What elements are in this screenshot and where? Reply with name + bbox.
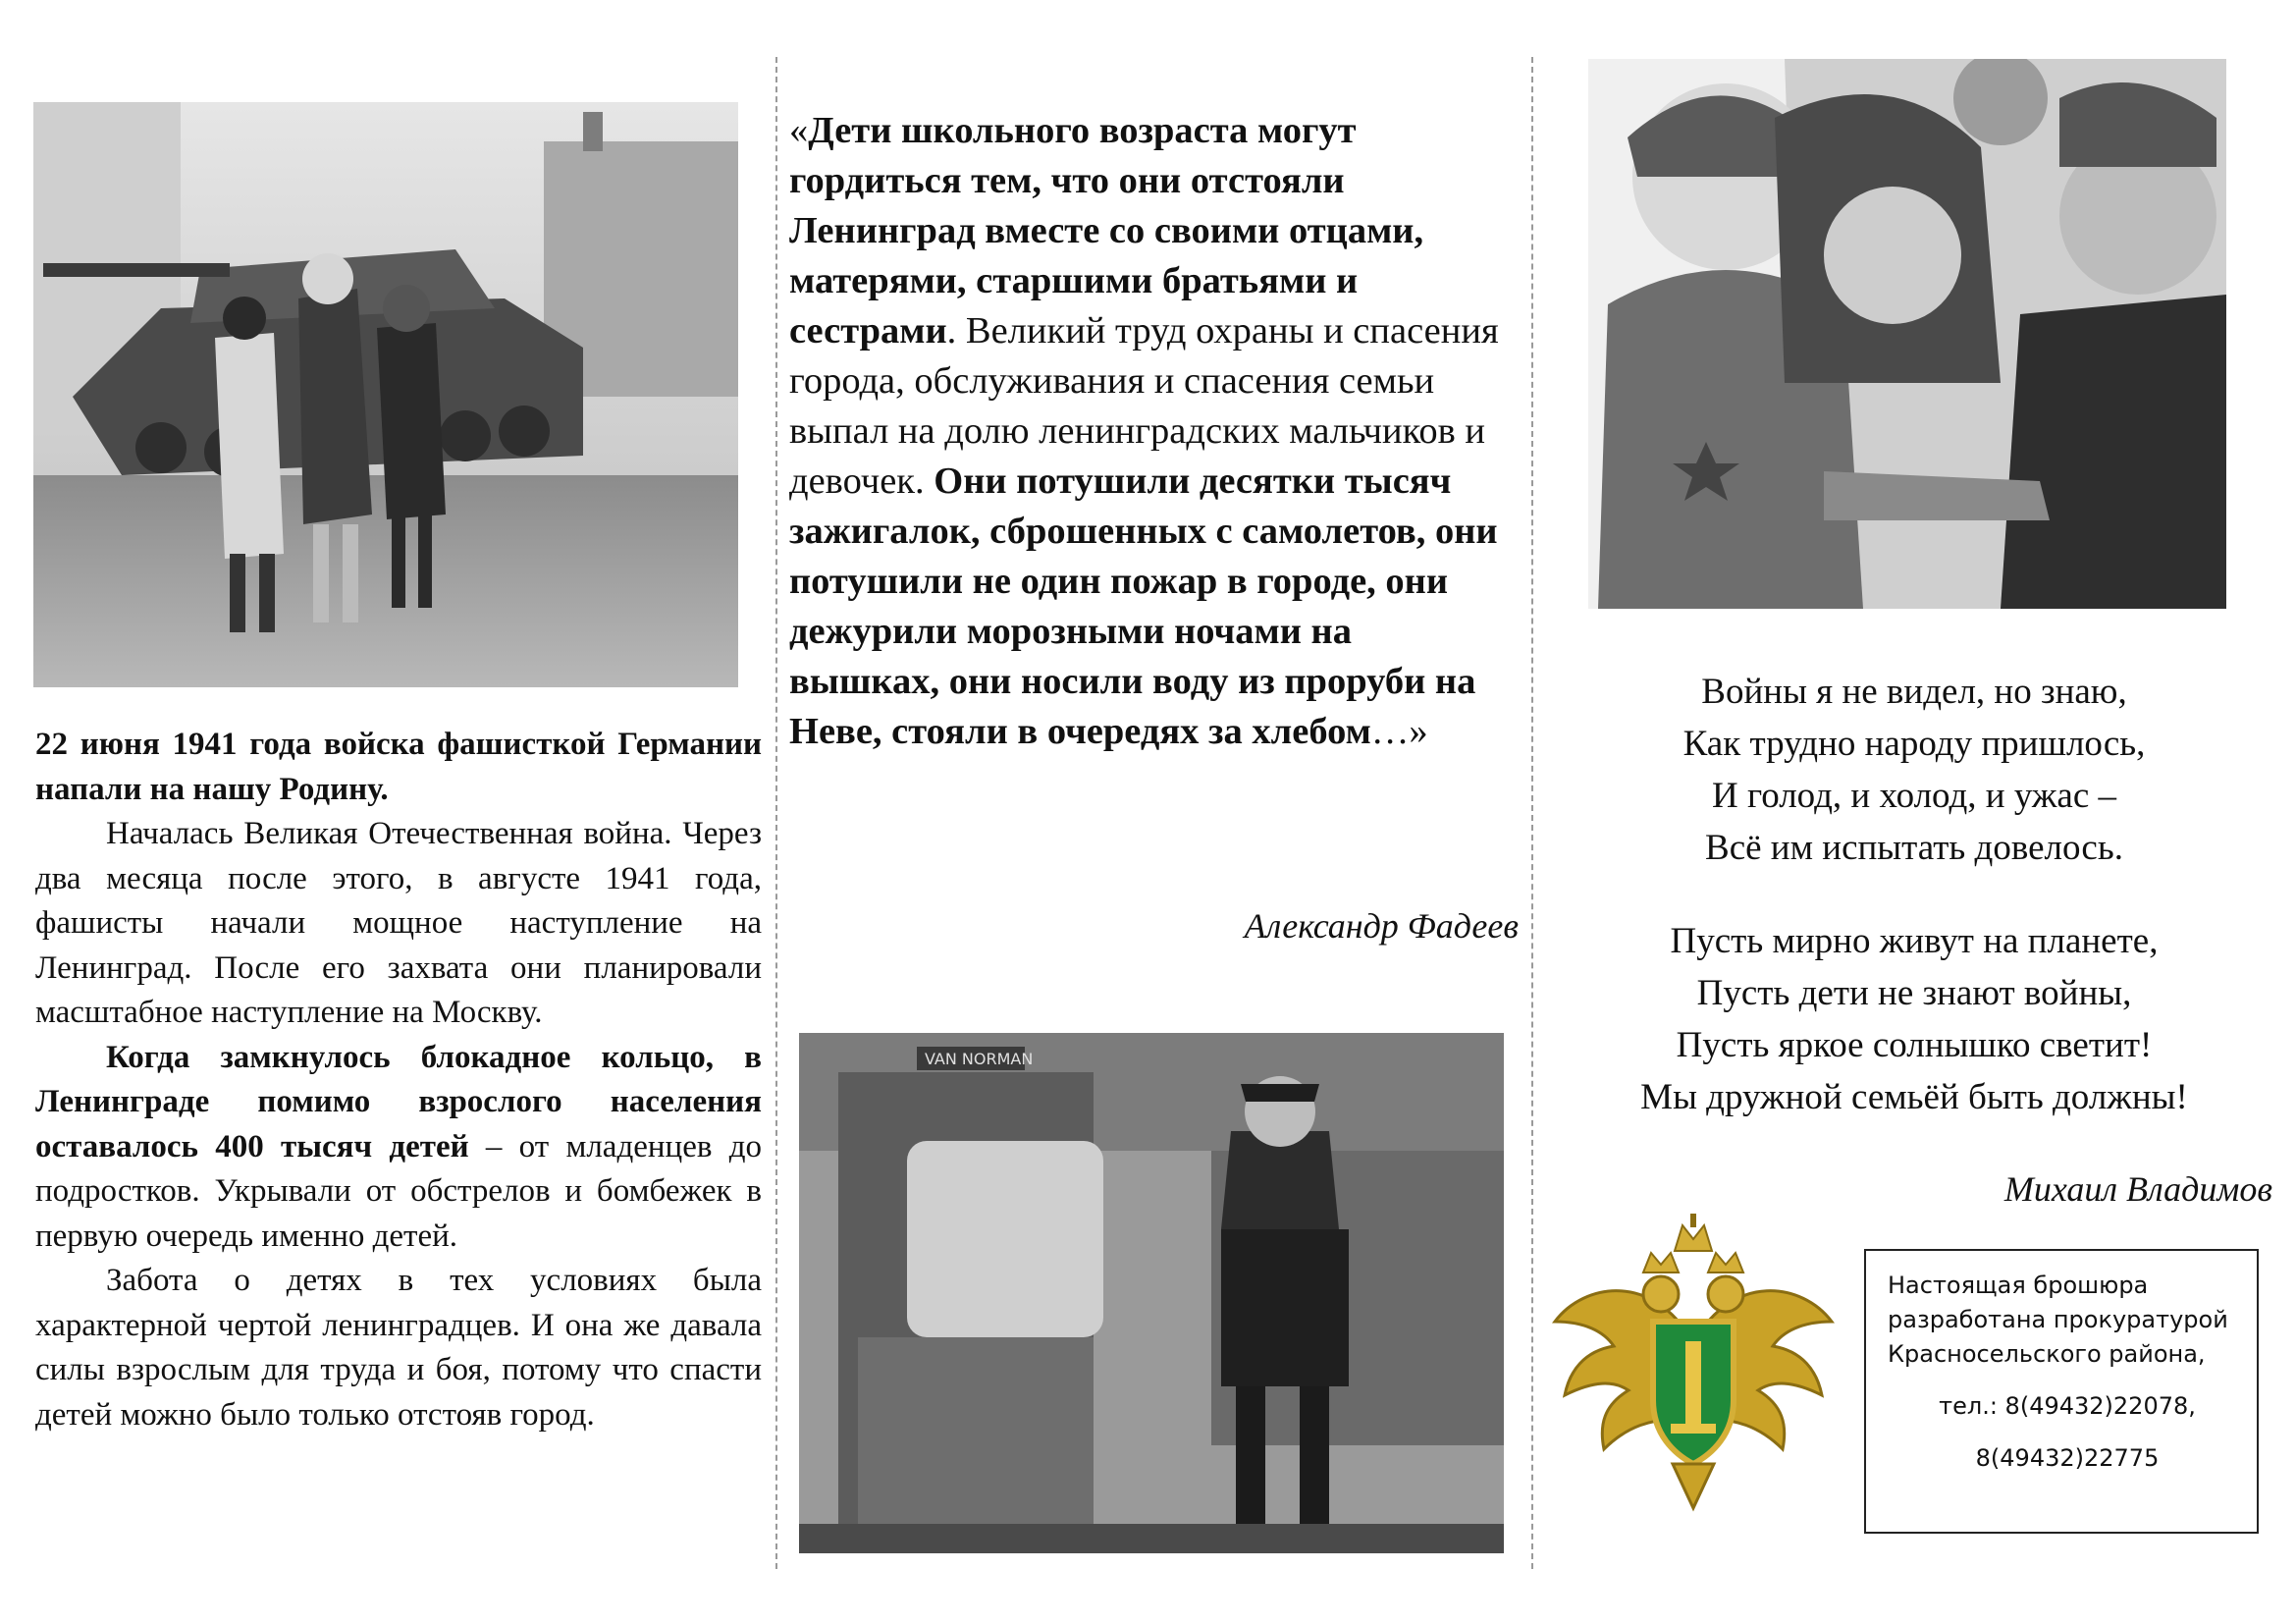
- poem-line: Мы дружной семьёй быть должны!: [1640, 1077, 2188, 1117]
- paragraph-3: Забота о детях в тех условиях была характерной чертой ленинградцев. И она же давала силы взрослым для труда и боя, потому что спасти детей можно было только отстояв город.: [35, 1263, 762, 1433]
- poem-line: И голод, и холод, и ужас –: [1711, 776, 2117, 816]
- poem-line: Войны я не видел, но знаю,: [1701, 672, 2127, 712]
- poem-line: Пусть мирно живут на планете,: [1670, 921, 2159, 961]
- photo-children-tank: [33, 102, 738, 687]
- lead-paragraph: 22 июня 1941 года войска фашисткой Германии напали на нашу Родину.: [35, 727, 762, 807]
- poem-line: Пусть яркое солнышко светит!: [1676, 1025, 2153, 1065]
- photo-boy-machine: [799, 1033, 1504, 1553]
- info-line-1: Настоящая брошюра: [1888, 1272, 2149, 1299]
- poem-line: Как трудно народу пришлось,: [1682, 724, 2146, 764]
- column-divider-left: [775, 57, 777, 1569]
- info-phone-1: тел.: 8(49432)22078,: [1939, 1392, 2196, 1420]
- info-box: [1864, 1249, 2259, 1534]
- poem-stanza-2: [1551, 915, 2277, 1123]
- svg-text:VAN NORMAN: VAN NORMAN: [925, 1050, 1034, 1068]
- quote-author: Александр Фадеев: [1244, 906, 1519, 946]
- left-column-text: [35, 723, 762, 1437]
- info-line-3: Красносельского района,: [1888, 1340, 2206, 1368]
- paragraph-1: Началась Великая Отечественная война. Через два месяца после этого, в августе 1941 года, фашисты начали мощное наступление на Ленинград. После его захвата они планировали масштабное наступление на Москву.: [35, 816, 762, 1030]
- photo-boy-soldiers: [1588, 59, 2226, 609]
- prosecutor-emblem-icon: [1545, 1214, 1842, 1512]
- poem-line: Пусть дети не знают войны,: [1696, 973, 2132, 1013]
- info-phone-2: 8(49432)22775: [1975, 1444, 2160, 1472]
- poem-stanza-1: [1551, 666, 2277, 874]
- poem-author: Михаил Владимов: [2003, 1169, 2272, 1209]
- column-divider-right: [1531, 57, 1533, 1569]
- poem-line: Всё им испытать довелось.: [1705, 828, 2123, 868]
- paragraph-2: Когда замкнулось блокадное кольцо, в Ленинграде помимо взрослого населения оставалось 400 тысяч детей – от младенцев до подростков. Укрывали от обстрелов и бомбежек в первую очередь именно детей.: [35, 1039, 763, 1254]
- info-line-2: разработана прокуратурой: [1888, 1306, 2228, 1333]
- fadeev-quote: «Дети школьного возраста могут гордиться тем, что они отстояли Ленинград вместе со своими отцами, матерями, старшими братьями и сестрами. Великий труд охраны и спасения города, обслуживания и спасения семьи выпал на долю ленинградских мальчиков и девочек. Они потушили десятки тысяч зажигалок, сброшенных с самолетов, они потушили не один пожар в городе, они дежурили морозными ночами на вышках, они носили воду из проруби на Неве, стояли в очередях за хлебом…»: [789, 110, 1499, 752]
